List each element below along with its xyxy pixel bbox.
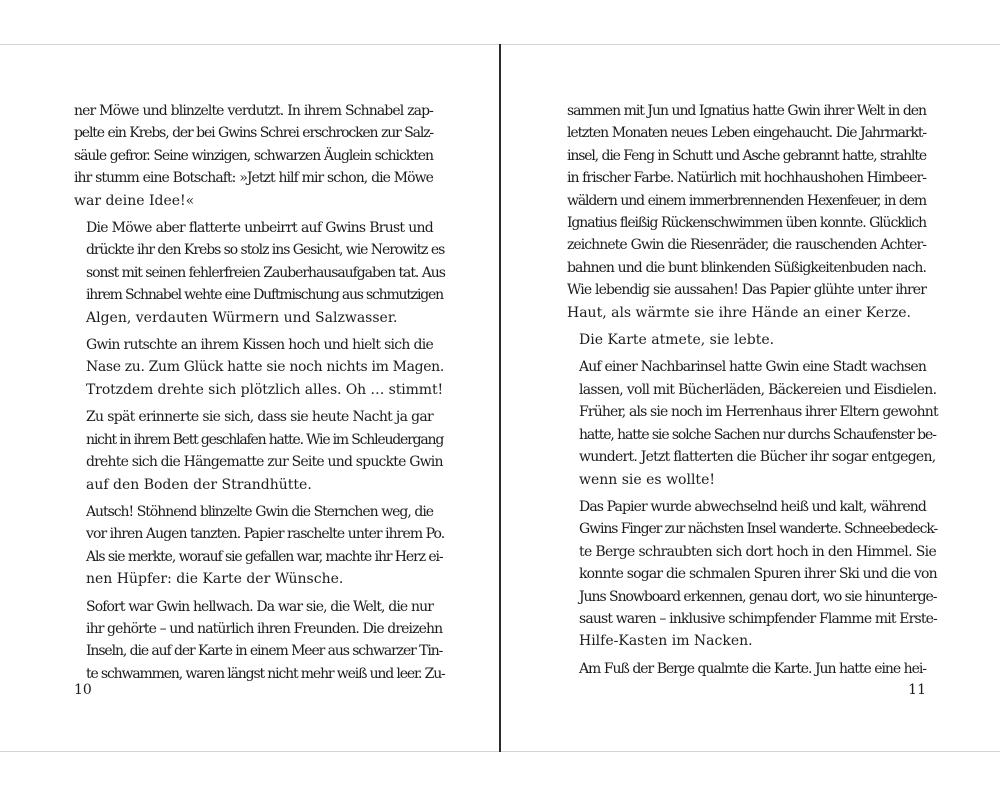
text-line: drehte sich die Hängematte zur Seite und spuckte Gwin — [86, 454, 443, 471]
text-line: vor ihren Augen tanzten. Papier raschelte unter ihrem Po. — [86, 526, 445, 543]
text-line: Autsch! Stöhnend blinzelte Gwin die Sternchen weg, die — [86, 503, 433, 520]
text-line: nen Hüpfer: die Karte der Wünsche. — [86, 571, 344, 588]
text-line: Als sie merkte, worauf sie gefallen war, machte ihr Herz ei- — [86, 548, 443, 565]
paragraph — [74, 406, 444, 496]
text-line: Am Fuß der Berge qualmte die Karte. Jun hatte eine hei- — [579, 660, 926, 677]
text-line: Früher, als sie noch im Herrenhaus ihrer Eltern gewohnt — [579, 404, 938, 421]
text-line: ihr stumm eine Botschaft: »Jetzt hilf mir schon, die Möwe — [74, 170, 433, 187]
paragraph — [567, 100, 926, 324]
text-line: ihr gehörte – und natürlich ihren Freunden. Die dreizehn — [86, 620, 443, 637]
text-line: ner Möwe und blinzelte verdutzt. In ihrem Schnabel zap- — [74, 103, 433, 119]
text-line: wundert. Jetzt flatterten die Bücher ihr sogar entgegen, — [579, 449, 936, 466]
page-number-left: 10 — [74, 682, 92, 698]
left-page — [74, 100, 445, 685]
text-line: sammen mit Jun und Ignatius hatte Gwin ihrer Welt in den — [567, 103, 926, 119]
text-line: auf den Boden der Strandhütte. — [86, 476, 312, 493]
text-line: Ignatius fleißig Rückenschwimmen üben konnte. Glücklich — [567, 215, 926, 232]
text-line: wenn sie es wollte! — [579, 471, 715, 488]
text-line: Auf einer Nachbarinsel hatte Gwin eine Stadt wachsen — [579, 359, 926, 376]
text-line: te schwammen, waren längst nicht mehr weiß und leer. Zu- — [86, 665, 445, 682]
text-line: war deine Idee!« — [74, 192, 195, 209]
text-line: Trotzdem drehte sich plötzlich alles. Oh … stimmt! — [86, 381, 444, 398]
text-line: Haut, als wärmte sie ihre Hände an einer Kerze. — [567, 304, 911, 321]
paragraph — [74, 334, 444, 401]
page-gutter — [499, 44, 501, 752]
paragraph — [567, 356, 938, 490]
text-line: sonst mit seinen fehlerfreien Zauberhausaufgaben tat. Aus — [86, 264, 445, 281]
paragraph — [567, 496, 938, 653]
text-line: Algen, verdauten Würmern und Salzwasser. — [86, 309, 398, 326]
text-line: bahnen und die bunt blinkenden Süßigkeitenbuden nach. — [567, 259, 926, 276]
text-line: lassen, voll mit Bücherläden, Bäckereien und Eisdielen. — [579, 381, 937, 398]
text-line: nicht in ihrem Bett geschlafen hatte. Wie im Schleudergang — [86, 431, 444, 448]
text-line: Das Papier wurde abwechselnd heiß und kalt, während — [579, 498, 926, 515]
text-line: zeichnete Gwin die Riesenräder, die rauschenden Achter- — [567, 237, 926, 254]
text-line: te Berge schraubten sich dort hoch in den Himmel. Sie — [579, 543, 937, 560]
text-line: Die Möwe aber flatterte unbeirrt auf Gwins Brust und — [86, 220, 433, 237]
text-line: insel, die Feng in Schutt und Asche gebrannt hatte, strahlte — [567, 147, 926, 164]
text-line: Juns Snowboard erkennen, genau dort, wo sie hinunterge- — [579, 588, 937, 605]
paragraph — [567, 329, 926, 351]
text-line: hatte, hatte sie solche Sachen nur durchs Schaufenster be- — [579, 426, 936, 443]
text-line: Gwin rutschte an ihrem Kissen hoch und hielt sich die — [86, 337, 433, 354]
paragraph — [74, 217, 445, 329]
page-number-right: 11 — [908, 682, 926, 698]
paragraph — [567, 658, 926, 680]
text-line: konnte sogar die schmalen Spuren ihrer Ski und die von — [579, 566, 937, 583]
text-line: drückte ihr den Krebs so stolz ins Gesicht, wie Nerowitz es — [86, 242, 445, 259]
text-line: ihrem Schnabel wehte eine Duftmischung aus schmutzigen — [86, 287, 443, 304]
text-line: Wie lebendig sie aussahen! Das Papier glühte unter ihrer — [567, 282, 926, 299]
text-line: saust waren – inklusive schimpfender Flamme mit Erste- — [579, 610, 937, 627]
paragraph — [74, 100, 433, 212]
text-line: Hilfe-Kasten im Nacken. — [579, 633, 753, 650]
text-line: wäldern und einem immerbrennenden Hexenfeuer, in dem — [567, 192, 926, 209]
text-line: Gwins Finger zur nächsten Insel wanderte. Schneebedeck- — [579, 521, 938, 538]
paragraph — [74, 501, 445, 591]
text-line: Nase zu. Zum Glück hatte sie noch nichts im Magen. — [86, 359, 444, 376]
text-line: Inseln, die auf der Karte in einem Meer aus schwarzer Tin- — [86, 643, 443, 660]
text-line: Zu spät erinnerte sie sich, dass sie heute Nacht ja gar — [86, 409, 433, 426]
text-line: säule gefror. Seine winzigen, schwarzen Äuglein schickten — [74, 147, 433, 164]
paragraph — [74, 596, 445, 686]
text-line: Sofort war Gwin hellwach. Da war sie, die Welt, die nur — [86, 598, 433, 615]
text-line: letzten Monaten neues Leben eingehaucht. Die Jahrmarkt- — [567, 125, 926, 142]
text-line: Die Karte atmete, sie lebte. — [579, 332, 775, 349]
right-page — [567, 100, 938, 680]
text-line: pelte ein Krebs, der bei Gwins Schrei erschrocken zur Salz- — [74, 125, 433, 142]
text-line: in frischer Farbe. Natürlich mit hochhaushohen Himbeer- — [567, 170, 926, 187]
